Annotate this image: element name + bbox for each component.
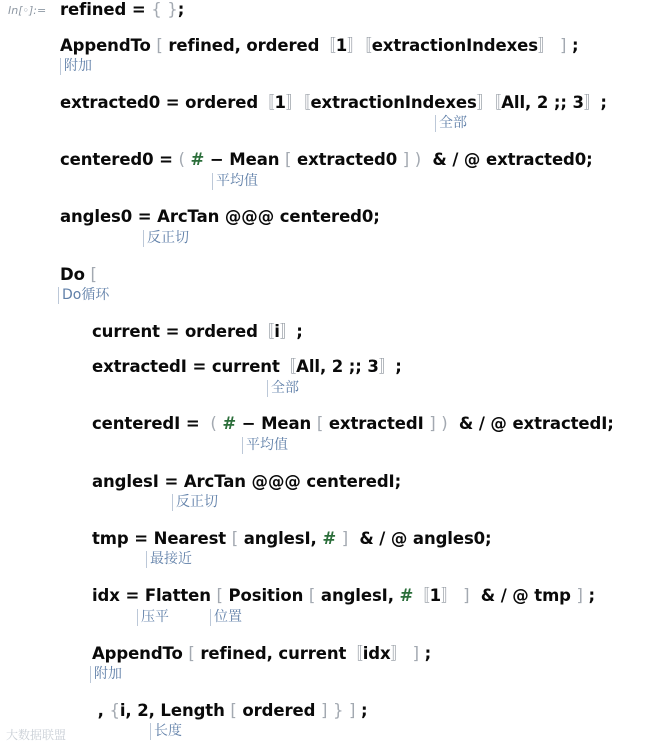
code-line-iterator[interactable] <box>92 701 368 721</box>
code-token: ; <box>566 36 579 55</box>
bracket: { <box>109 701 120 720</box>
code-token: ; <box>395 357 402 376</box>
part-bracket: 〛 <box>285 93 303 112</box>
bracket: ( <box>178 150 185 169</box>
bracket: ] <box>349 701 356 720</box>
watermark: 大数据联盟 <box>6 728 67 742</box>
code-token: AppendTo <box>92 644 189 663</box>
slot-symbol: # <box>222 414 237 433</box>
part-bracket: 〛 <box>378 357 396 376</box>
code-token: refined, ordered <box>162 36 320 55</box>
code-token: extracted0 = ordered <box>60 93 259 112</box>
code-line-idx[interactable] <box>92 586 595 606</box>
usage-hint-nearest: 最接近 <box>146 551 192 568</box>
bracket: ] <box>412 644 419 663</box>
part-bracket: 〚 <box>346 644 363 663</box>
bracket: [ <box>156 36 163 55</box>
code-token: centeredI = <box>92 414 206 433</box>
bracket: } <box>167 0 178 19</box>
code-token: ; <box>582 586 596 605</box>
part-bracket: 〚 <box>413 586 430 605</box>
code-token: All, 2 ;; 3 <box>501 93 584 112</box>
code-token: & / @ angles0; <box>348 529 492 548</box>
code-token: 1 <box>429 586 442 605</box>
bracket: [ <box>285 150 292 169</box>
bracket: { <box>151 0 162 19</box>
part-bracket: 〚 <box>279 357 297 376</box>
usage-hint-all-2: 全部 <box>267 380 299 397</box>
code-token: & / @ extracted0; <box>421 150 593 169</box>
bracket: [ <box>316 414 324 433</box>
part-bracket: 〚 <box>319 36 336 55</box>
code-token: − Mean <box>204 150 286 169</box>
code-line-do[interactable] <box>60 265 97 285</box>
bracket: ] <box>320 701 328 720</box>
bracket: ] <box>463 586 470 605</box>
input-cell-label: In[◦]:= <box>8 4 47 17</box>
part-bracket: 〛 <box>390 644 407 663</box>
usage-hint-do: Do循环 <box>58 287 109 304</box>
part-bracket: 〚 <box>493 93 502 112</box>
code-token: i <box>274 322 280 341</box>
code-line-current[interactable] <box>92 322 303 342</box>
part-bracket: 〛 <box>537 36 555 55</box>
usage-hint-all: 全部 <box>435 115 467 132</box>
code-token: − Mean <box>236 414 317 433</box>
part-bracket: 〚 <box>258 93 275 112</box>
code-token: extractionIndexes <box>310 93 477 112</box>
usage-hint-flatten: 压平 <box>137 609 169 626</box>
code-token: ; <box>355 701 368 720</box>
bracket: [ <box>188 644 195 663</box>
code-token: angles0 = ArcTan @@@ centered0; <box>60 207 380 226</box>
usage-hint-mean: 平均值 <box>212 173 258 190</box>
slot-symbol: # <box>322 529 337 548</box>
usage-hint-mean-2: 平均值 <box>242 437 288 454</box>
code-line-centeredI[interactable] <box>92 414 614 434</box>
bracket: ) <box>414 150 422 169</box>
code-line-anglesI[interactable] <box>92 472 401 492</box>
usage-hint-appendto: 附加 <box>60 58 92 75</box>
code-token: Position <box>222 586 309 605</box>
bracket: ] <box>429 414 436 433</box>
usage-hint-arctan: 反正切 <box>143 230 189 247</box>
code-token: idx = Flatten <box>92 586 217 605</box>
code-token: centered0 = <box>60 150 179 169</box>
bracket: ( <box>205 414 217 433</box>
usage-hint-position: 位置 <box>210 609 242 626</box>
part-bracket: 〚 <box>363 36 372 55</box>
code-token: ; <box>296 322 303 341</box>
code-line-extracted0[interactable] <box>60 93 607 113</box>
bracket: ] <box>560 36 567 55</box>
code-token: extractionIndexes <box>371 36 538 55</box>
bracket: [ <box>308 586 316 605</box>
code-token: All, 2 ;; 3 <box>296 357 379 376</box>
code-token: 1 <box>274 93 286 112</box>
code-token: anglesI = ArcTan @@@ centeredI; <box>92 472 402 491</box>
part-bracket: 〛 <box>583 93 601 112</box>
code-token: i, 2, Length <box>119 701 231 720</box>
part-bracket: 〛 <box>347 36 364 55</box>
code-token: ; <box>600 93 607 112</box>
slot-symbol: # <box>190 150 205 169</box>
part-bracket: 〛 <box>476 93 494 112</box>
code-token: anglesI, <box>238 529 323 548</box>
code-token: ordered <box>236 701 321 720</box>
part-bracket: 〚 <box>257 322 275 341</box>
code-token: tmp = Nearest <box>92 529 232 548</box>
part-bracket: 〚 <box>302 93 311 112</box>
bracket: } <box>332 701 344 720</box>
code-token: AppendTo <box>60 36 157 55</box>
code-token: extracted0 <box>291 150 403 169</box>
code-token: extractedI <box>323 414 430 433</box>
bracket: [ <box>230 701 237 720</box>
code-token: ; <box>177 0 185 19</box>
usage-hint-appendto-2: 附加 <box>90 666 122 683</box>
code-token: refined, current <box>194 644 347 663</box>
code-token: ; <box>418 644 432 663</box>
code-token: current = ordered <box>92 322 258 341</box>
bracket: ] <box>341 529 349 548</box>
code-token: , <box>92 701 110 720</box>
code-line-angles0[interactable] <box>60 207 380 227</box>
bracket: ] <box>576 586 583 605</box>
part-bracket: 〛 <box>279 322 297 341</box>
bracket: ] <box>402 150 410 169</box>
bracket: [ <box>231 529 239 548</box>
code-line-centered0[interactable] <box>60 150 593 170</box>
bracket: [ <box>216 586 223 605</box>
code-line-appendto-1[interactable] <box>60 36 579 56</box>
bracket: ) <box>441 414 448 433</box>
code-token: 1 <box>335 36 348 55</box>
code-line-tmp[interactable] <box>92 529 492 549</box>
bracket: [ <box>90 265 97 284</box>
code-token: extractedI = current <box>92 357 280 376</box>
code-line-appendto-2[interactable] <box>92 644 431 664</box>
part-bracket: 〛 <box>441 586 458 605</box>
code-line-refined-init[interactable] <box>60 0 184 20</box>
code-token: idx <box>362 644 391 663</box>
slot-symbol: # <box>399 586 414 605</box>
code-token: & / @ extractedI; <box>447 414 614 433</box>
usage-hint-arctan-2: 反正切 <box>172 494 218 511</box>
code-token: Do <box>60 265 91 284</box>
code-token: anglesI, <box>315 586 400 605</box>
code-token: refined = <box>60 0 152 19</box>
code-line-extractedI[interactable] <box>92 357 402 377</box>
usage-hint-length: 长度 <box>150 723 182 740</box>
code-token: & / @ tmp <box>469 586 577 605</box>
